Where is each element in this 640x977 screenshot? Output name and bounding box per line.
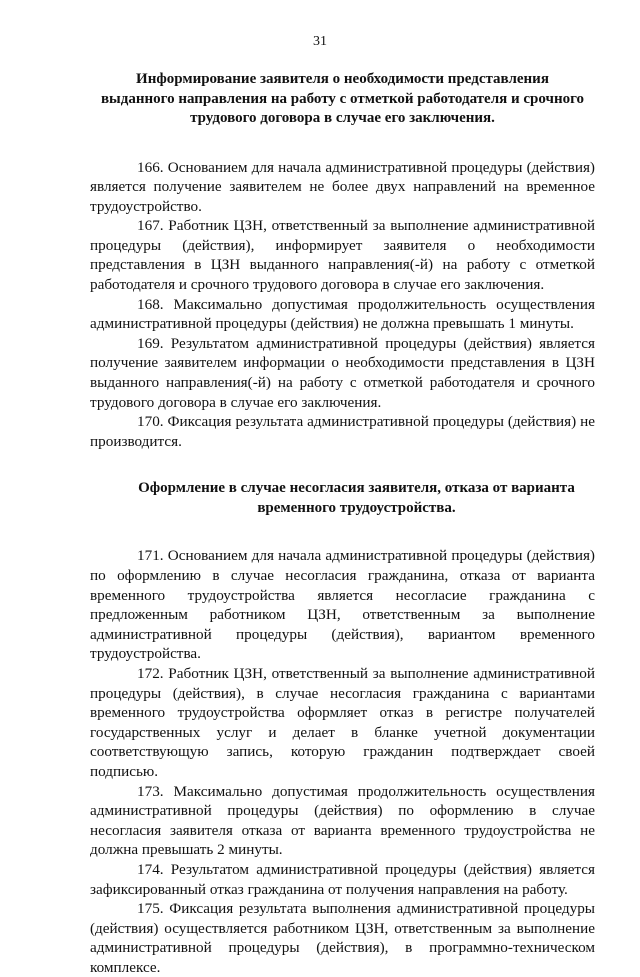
paragraph-174: 174. Результатом административной процедуры (действия) является зафиксированный отказ гражданина от получения направления на работу. xyxy=(90,860,595,898)
paragraph-172: 172. Работник ЦЗН, ответственный за выполнение административной процедуры (действия), в случае несогласия гражданина с вариантами временного трудоустройства оформляет отказ в регистре получателей государственных услуг и делает в бланке учетной документации соответствующую запись, которую гражданин подтверждает своей подписью. xyxy=(90,664,595,780)
paragraph-166: 166. Основанием для начала административной процедуры (действия) является получение заявителем не более двух направлений на временное трудоустройство. xyxy=(90,158,595,215)
paragraph-167: 167. Работник ЦЗН, ответственный за выполнение административной процедуры (действия), информирует заявителя о необходимости представления в ЦЗН выданного направления(-й) на работу с отметкой работодателя и срочного трудового договора в случае его заключения. xyxy=(90,217,595,294)
paragraph-175: 175. Фиксация результата выполнения административной процедуры (действия) осуществляется работником ЦЗН, ответственным за выполнение административной процедуры (действия), в программно-техническом комплексе. xyxy=(90,900,595,976)
paragraph-173: 173. Максимально допустимая продолжительность осуществления административной процедуры (действия) по оформлению в случае несогласия заявителя отказа от варианта временного трудоустройства не должна превышать 2 минуты. xyxy=(90,782,595,859)
paragraph-168: 168. Максимально допустимая продолжительность осуществления административной процедуры (действия) не должна превышать 1 минуты. xyxy=(90,295,595,333)
paragraph-169: 169. Результатом административной процедуры (действия) является получение заявителем информации о необходимости представления в ЦЗН выданного направления(-й) на работу с отметкой работодателя и срочного трудового договора в случае его заключения. xyxy=(90,334,595,411)
heading-line: Информирование заявителя о необходимости представления xyxy=(136,71,549,87)
heading-line: Оформление в случае несогласия заявителя, отказа от варианта xyxy=(138,480,575,497)
heading-line: временного трудоустройства. xyxy=(257,499,456,516)
page-number: 31 xyxy=(313,34,327,49)
paragraph-171: 171. Основанием для начала административной процедуры (действия) по оформлению в случае несогласия гражданина, отказа от варианта временного трудоустройства является несогласие гражданина с предложенным работником ЦЗН, ответственным за выполнение административной процедуры (действия), вариантом временного трудоустройства. xyxy=(90,547,595,663)
document-body xyxy=(90,70,595,977)
section-heading-refusal xyxy=(90,479,595,518)
section-heading-informing xyxy=(90,70,595,129)
paragraph-170: 170. Фиксация результата административной процедуры (действия) не производится. xyxy=(90,413,595,450)
heading-line: трудового договора в случае его заключения. xyxy=(190,110,495,126)
heading-line: выданного направления на работу с отметкой работодателя и срочного xyxy=(100,90,585,107)
